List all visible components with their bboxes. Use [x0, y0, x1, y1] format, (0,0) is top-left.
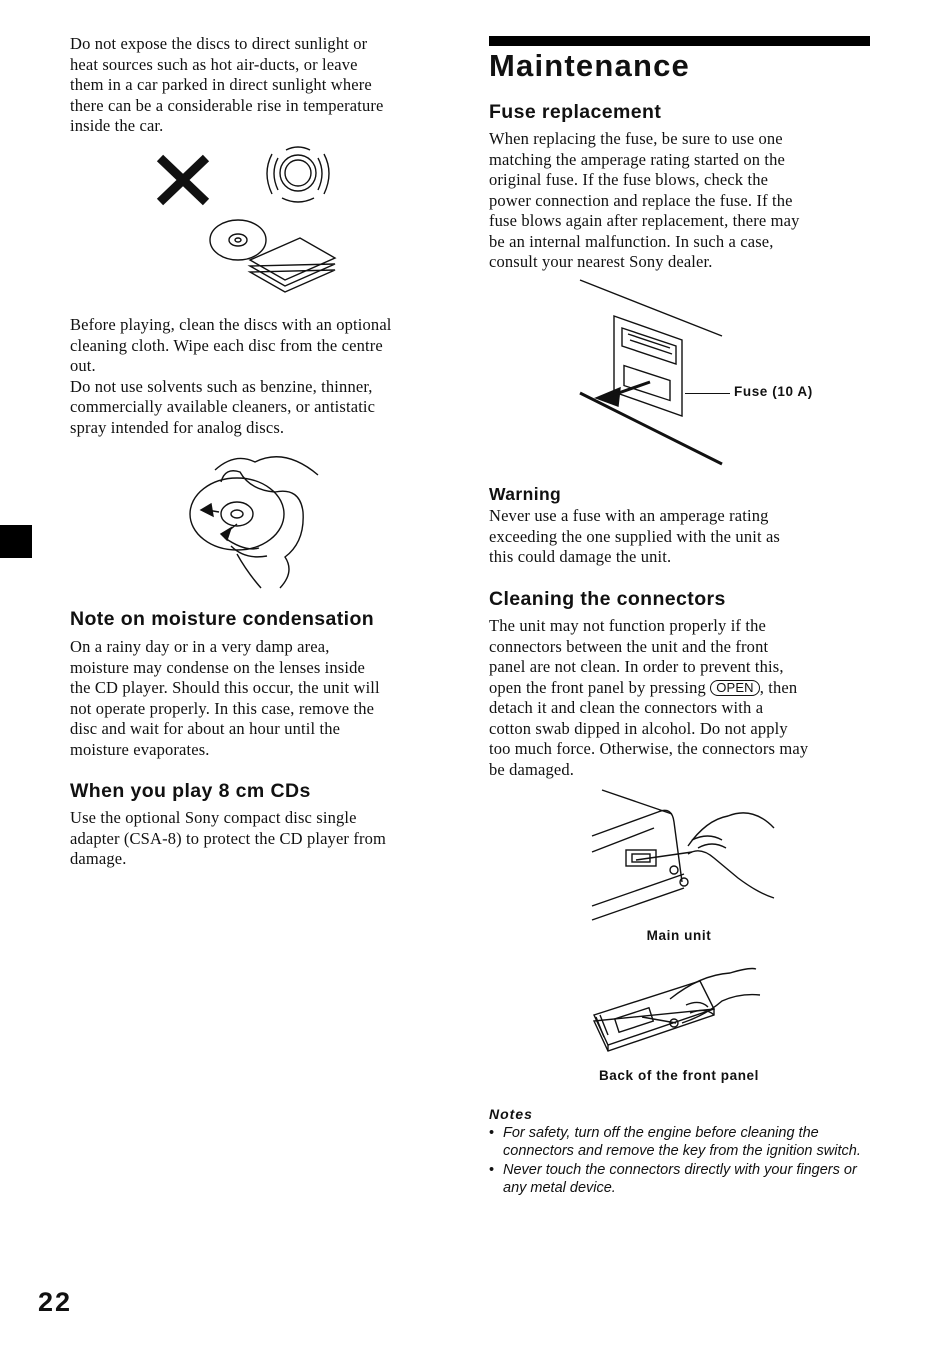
- fuse-slot-icon: [570, 278, 740, 468]
- sunlight-warning-text: Do not expose the discs to direct sunlight or heat sources such as hot air-ducts, or leave them in a car parked in direct sunlight where there can be a considerable rise in temperature inside the car.: [70, 34, 384, 135]
- fuse-leader-line: [685, 393, 730, 394]
- cleaning-instructions-text: Before playing, clean the discs with an optional cleaning cloth. Wipe each disc from the centre out. Do not use solvents such as benzine, thinner, commercially available cleaners, or antistatic spray intended for analog discs.: [70, 315, 392, 437]
- caption-front-panel: Back of the front panel: [598, 1068, 760, 1083]
- disc-wiping-hand-icon: [185, 442, 330, 592]
- moisture-heading: Note on moisture condensation: [70, 608, 375, 630]
- page-title: Maintenance: [489, 48, 690, 83]
- sun-heat-icon: [267, 147, 329, 202]
- chapter-tab-marker: [0, 525, 32, 558]
- note-item: • For safety, turn off the engine before cleaning the connectors and remove the key from the ignition switch.: [489, 1124, 864, 1161]
- section-rule: [489, 36, 870, 46]
- prohibited-x-icon: [160, 158, 206, 202]
- caption-main-unit: Main unit: [646, 928, 712, 943]
- notes-heading: Notes: [489, 1106, 533, 1122]
- warning-heading: Warning: [489, 484, 562, 504]
- connectors-text-part-2: , then detach it and clean the connectors with a cotton swab dipped in alcohol. Do not apply too much force. Otherwise, the connectors may be damaged.: [489, 677, 809, 779]
- fuse-label: Fuse (10 A): [734, 384, 813, 399]
- cd8-text: Use the optional Sony compact disc single adapter (CSA-8) to protect the CD player from damage.: [70, 808, 387, 868]
- connector-cleaning-icon: [588, 788, 780, 923]
- cd8-heading: When you play 8 cm CDs: [70, 780, 311, 802]
- fuse-heading: Fuse replacement: [489, 101, 662, 123]
- connectors-text-part-1: The unit may not function properly if the connectors between the unit and the front panel are not clean. In order to prevent this, open the front panel by pressing: [489, 616, 784, 697]
- disc-case-icon: [210, 220, 335, 292]
- fuse-text: When replacing the fuse, be sure to use one matching the amperage rating started on the original fuse. If the fuse blows, check the power connection and replace the fuse. If the fuse blows again after replacement, there may be an internal malfunction. In such a case, consult your nearest Sony dealer.: [489, 129, 800, 271]
- page-number: 22: [38, 1287, 73, 1317]
- note-item: • Never touch the connectors directly with your fingers or any metal device.: [489, 1161, 864, 1198]
- connectors-text: [489, 616, 874, 780]
- notes-list: [489, 1124, 864, 1197]
- front-panel-cleaning-icon: [590, 965, 790, 1060]
- connectors-heading: Cleaning the connectors: [489, 588, 726, 610]
- open-key: OPEN: [710, 680, 759, 696]
- warning-text: Never use a fuse with an amperage rating exceeding the one supplied with the unit as this could damage the unit.: [489, 506, 781, 566]
- disc-heat-illustration: [150, 140, 350, 300]
- moisture-text: On a rainy day or in a very damp area, moisture may condense on the lenses inside the CD player. Should this occur, the unit will not operate properly. In this case, remove the disc and wait for about an hour until the moisture evaporates.: [70, 637, 380, 759]
